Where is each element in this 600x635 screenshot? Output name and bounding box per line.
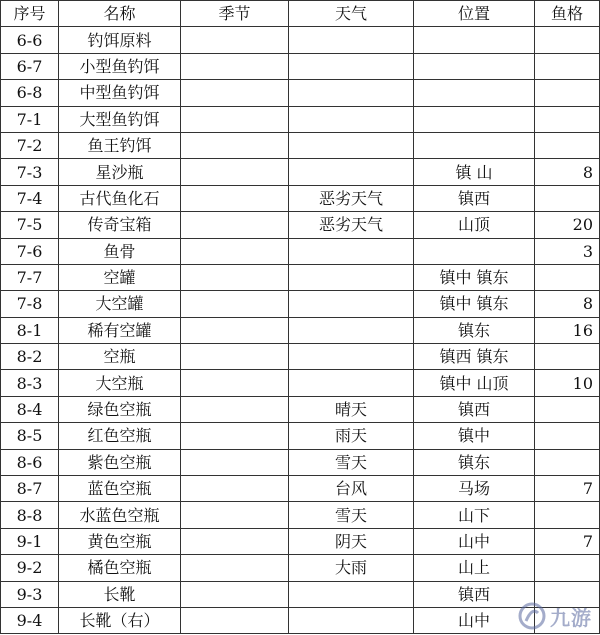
cell-season	[181, 396, 289, 422]
cell-name: 中型鱼钓饵	[59, 80, 181, 106]
cell-weather: 恶劣天气	[289, 212, 414, 238]
cell-weather	[289, 53, 414, 79]
cell-location: 镇 山	[414, 159, 535, 185]
cell-weather	[289, 291, 414, 317]
cell-name: 鱼骨	[59, 238, 181, 264]
cell-season	[181, 317, 289, 343]
table-row	[1, 423, 600, 449]
cell-season	[181, 423, 289, 449]
cell-name: 长靴	[59, 581, 181, 607]
table-row	[1, 27, 600, 53]
cell-id: 7-6	[1, 238, 59, 264]
cell-season	[181, 449, 289, 475]
cell-id: 7-4	[1, 185, 59, 211]
cell-name: 空罐	[59, 264, 181, 290]
cell-season	[181, 581, 289, 607]
cell-location	[414, 132, 535, 158]
cell-name: 黄色空瓶	[59, 528, 181, 554]
cell-season	[181, 159, 289, 185]
cell-weather: 恶劣天气	[289, 185, 414, 211]
cell-name: 大空瓶	[59, 370, 181, 396]
cell-id: 8-7	[1, 476, 59, 502]
table-row	[1, 528, 600, 554]
cell-season	[181, 344, 289, 370]
cell-fish-grid	[535, 344, 600, 370]
cell-id: 7-1	[1, 106, 59, 132]
cell-fish-grid	[535, 449, 600, 475]
table-row	[1, 607, 600, 633]
cell-season	[181, 555, 289, 581]
cell-location: 镇中 山顶	[414, 370, 535, 396]
cell-season	[181, 106, 289, 132]
table-row	[1, 106, 600, 132]
cell-weather	[289, 607, 414, 633]
cell-weather	[289, 581, 414, 607]
cell-id: 8-5	[1, 423, 59, 449]
cell-location: 镇西	[414, 185, 535, 211]
cell-id: 6-6	[1, 27, 59, 53]
cell-weather: 雪天	[289, 502, 414, 528]
cell-fish-grid: 10	[535, 370, 600, 396]
cell-season	[181, 212, 289, 238]
table-row	[1, 185, 600, 211]
header-weather: 天气	[289, 1, 414, 27]
cell-location: 镇东	[414, 317, 535, 343]
cell-name: 紫色空瓶	[59, 449, 181, 475]
cell-id: 8-1	[1, 317, 59, 343]
cell-location: 镇中 镇东	[414, 291, 535, 317]
table-row	[1, 291, 600, 317]
cell-id: 7-7	[1, 264, 59, 290]
cell-name: 大空罐	[59, 291, 181, 317]
cell-location	[414, 53, 535, 79]
cell-fish-grid	[535, 555, 600, 581]
cell-weather: 大雨	[289, 555, 414, 581]
table-row	[1, 396, 600, 422]
table-row	[1, 264, 600, 290]
cell-fish-grid: 7	[535, 528, 600, 554]
cell-fish-grid: 7	[535, 476, 600, 502]
cell-fish-grid	[535, 53, 600, 79]
cell-fish-grid	[535, 185, 600, 211]
cell-id: 9-4	[1, 607, 59, 633]
cell-id: 8-6	[1, 449, 59, 475]
cell-location: 山顶	[414, 212, 535, 238]
header-fish-grid: 鱼格	[535, 1, 600, 27]
cell-id: 8-3	[1, 370, 59, 396]
cell-location	[414, 27, 535, 53]
jiuyou-logo-icon	[517, 601, 547, 631]
header-name: 名称	[59, 1, 181, 27]
cell-name: 水蓝色空瓶	[59, 502, 181, 528]
cell-weather	[289, 317, 414, 343]
cell-fish-grid	[535, 423, 600, 449]
table-row	[1, 159, 600, 185]
cell-location: 马场	[414, 476, 535, 502]
table-row	[1, 80, 600, 106]
table-row	[1, 212, 600, 238]
table-row	[1, 449, 600, 475]
table-row	[1, 344, 600, 370]
cell-location: 山上	[414, 555, 535, 581]
cell-weather: 雨天	[289, 423, 414, 449]
cell-name: 钓饵原料	[59, 27, 181, 53]
cell-season	[181, 264, 289, 290]
cell-season	[181, 80, 289, 106]
cell-season	[181, 291, 289, 317]
cell-location	[414, 238, 535, 264]
cell-id: 9-3	[1, 581, 59, 607]
cell-fish-grid: 3	[535, 238, 600, 264]
table-header-row	[1, 1, 600, 27]
cell-weather	[289, 344, 414, 370]
cell-season	[181, 607, 289, 633]
cell-season	[181, 370, 289, 396]
cell-location: 山中	[414, 607, 535, 633]
cell-id: 7-5	[1, 212, 59, 238]
cell-name: 红色空瓶	[59, 423, 181, 449]
cell-weather: 晴天	[289, 396, 414, 422]
table-row	[1, 317, 600, 343]
cell-weather	[289, 106, 414, 132]
cell-id: 6-7	[1, 53, 59, 79]
cell-location: 镇西 镇东	[414, 344, 535, 370]
cell-season	[181, 502, 289, 528]
table-row	[1, 370, 600, 396]
cell-id: 7-3	[1, 159, 59, 185]
cell-location: 山下	[414, 502, 535, 528]
cell-location	[414, 80, 535, 106]
header-id: 序号	[1, 1, 59, 27]
cell-name: 传奇宝箱	[59, 212, 181, 238]
cell-name: 橘色空瓶	[59, 555, 181, 581]
cell-weather	[289, 132, 414, 158]
cell-weather	[289, 80, 414, 106]
table-row	[1, 581, 600, 607]
cell-fish-grid	[535, 502, 600, 528]
cell-fish-grid: 16	[535, 317, 600, 343]
cell-location: 镇西	[414, 581, 535, 607]
table-body	[1, 27, 600, 634]
cell-weather	[289, 264, 414, 290]
cell-season	[181, 27, 289, 53]
cell-weather	[289, 159, 414, 185]
cell-id: 8-4	[1, 396, 59, 422]
cell-name: 鱼王钓饵	[59, 132, 181, 158]
table-row	[1, 502, 600, 528]
table-row	[1, 53, 600, 79]
table-row	[1, 132, 600, 158]
watermark-text: 九游	[550, 605, 592, 630]
watermark	[517, 601, 592, 631]
cell-weather	[289, 370, 414, 396]
cell-location: 镇东	[414, 449, 535, 475]
cell-name: 蓝色空瓶	[59, 476, 181, 502]
cell-fish-grid	[535, 106, 600, 132]
cell-weather: 阴天	[289, 528, 414, 554]
cell-id: 8-2	[1, 344, 59, 370]
cell-fish-grid	[535, 132, 600, 158]
cell-fish-grid	[535, 396, 600, 422]
table-row	[1, 555, 600, 581]
cell-season	[181, 53, 289, 79]
cell-season	[181, 476, 289, 502]
cell-location	[414, 106, 535, 132]
cell-season	[181, 185, 289, 211]
cell-name: 小型鱼钓饵	[59, 53, 181, 79]
cell-id: 6-8	[1, 80, 59, 106]
cell-fish-grid: 8	[535, 159, 600, 185]
cell-season	[181, 132, 289, 158]
cell-name: 长靴（右）	[59, 607, 181, 633]
cell-id: 7-8	[1, 291, 59, 317]
cell-weather: 雪天	[289, 449, 414, 475]
cell-name: 空瓶	[59, 344, 181, 370]
cell-weather	[289, 238, 414, 264]
cell-fish-grid	[535, 27, 600, 53]
cell-name: 稀有空罐	[59, 317, 181, 343]
cell-fish-grid: 8	[535, 291, 600, 317]
cell-id: 9-1	[1, 528, 59, 554]
cell-id: 7-2	[1, 132, 59, 158]
cell-fish-grid	[535, 264, 600, 290]
cell-season	[181, 238, 289, 264]
cell-season	[181, 528, 289, 554]
cell-fish-grid	[535, 80, 600, 106]
cell-weather: 台风	[289, 476, 414, 502]
cell-location: 山中	[414, 528, 535, 554]
cell-id: 8-8	[1, 502, 59, 528]
header-location: 位置	[414, 1, 535, 27]
cell-name: 星沙瓶	[59, 159, 181, 185]
cell-location: 镇西	[414, 396, 535, 422]
cell-location: 镇中	[414, 423, 535, 449]
cell-location: 镇中 镇东	[414, 264, 535, 290]
cell-fish-grid: 20	[535, 212, 600, 238]
cell-name: 古代鱼化石	[59, 185, 181, 211]
header-season: 季节	[181, 1, 289, 27]
cell-weather	[289, 27, 414, 53]
table-row	[1, 476, 600, 502]
cell-name: 绿色空瓶	[59, 396, 181, 422]
cell-name: 大型鱼钓饵	[59, 106, 181, 132]
table-row	[1, 238, 600, 264]
cell-id: 9-2	[1, 555, 59, 581]
